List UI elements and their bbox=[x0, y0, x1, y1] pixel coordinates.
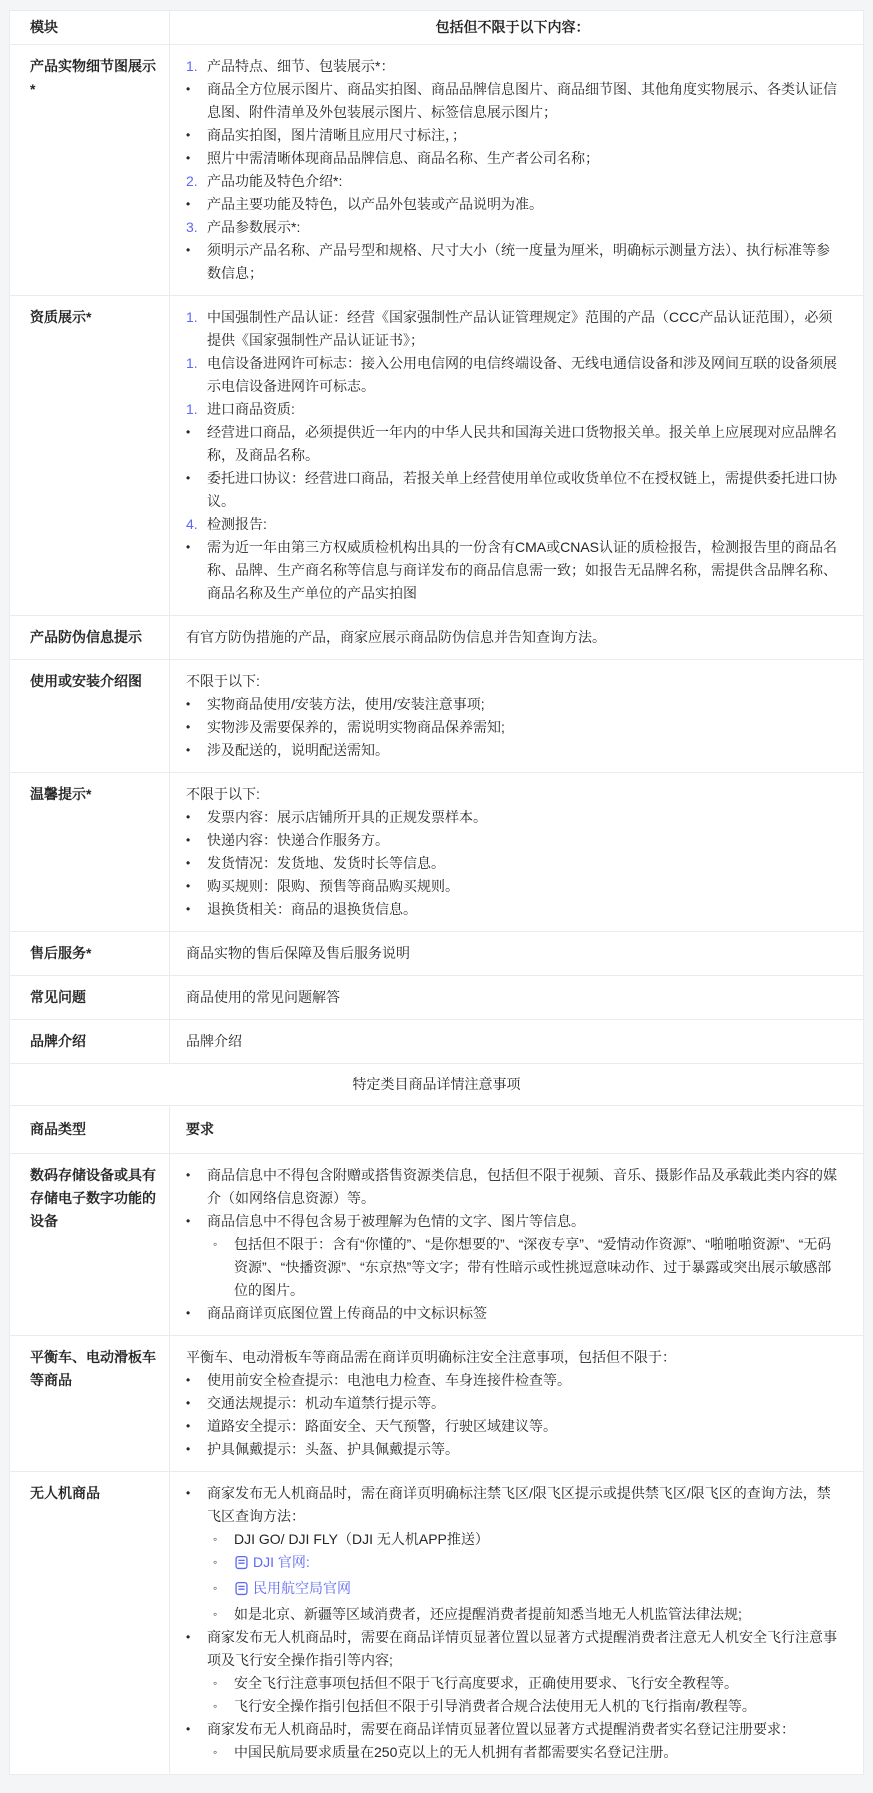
bullet-marker: • bbox=[186, 471, 191, 485]
bullet-marker: • bbox=[186, 151, 191, 165]
table-row bbox=[10, 931, 863, 975]
list-item bbox=[186, 147, 839, 170]
list-item bbox=[186, 1603, 839, 1626]
list-item-text: 实物涉及需要保养的，需说明实物商品保养需知; bbox=[207, 719, 505, 735]
module-cell: 售后服务* bbox=[10, 932, 170, 975]
list-item-text: 委托进口协议：经营进口商品，若报关单上经营使用单位或收货单位不在授权链上，需提供委托进口协议。 bbox=[207, 470, 837, 509]
list-item bbox=[186, 398, 839, 421]
list-item-text: 商品信息中不得包含易于被理解为色情的文字、图片等信息。 bbox=[207, 1213, 585, 1229]
list-item bbox=[186, 1672, 839, 1695]
list-item bbox=[186, 670, 839, 693]
list-item-text: 产品参数展示*: bbox=[207, 219, 301, 235]
list-item-text: 商品全方位展示图片、商品实拍图、商品品牌信息图片、商品细节图、其他角度实物展示、各类认证信息图、附件清单及外包装展示图片、标签信息展示图片； bbox=[207, 81, 837, 120]
list-item-text: 护具佩戴提示：头盔、护具佩戴提示等。 bbox=[207, 1441, 459, 1457]
list-item bbox=[186, 352, 839, 398]
module-cell: 品牌介绍 bbox=[10, 1020, 170, 1063]
module-cell: 产品实物细节图展示* bbox=[10, 45, 170, 295]
list-item-text: 商品信息中不得包含附赠或搭售资源类信息，包括但不限于视频、音乐、摄影作品及承载此类内容的媒介（如网络信息资源）等。 bbox=[207, 1167, 837, 1206]
list-item-text: 退换货相关：商品的退换货信息。 bbox=[207, 901, 417, 917]
list-item bbox=[186, 1741, 839, 1764]
list-item-text: 商品实物的售后保障及售后服务说明 bbox=[186, 945, 410, 961]
sub-bullet-marker: ◦ bbox=[213, 1532, 218, 1546]
list-item-text: 产品特点、细节、包装展示*： bbox=[207, 58, 395, 74]
list-item bbox=[186, 942, 839, 965]
document-link-icon bbox=[234, 1581, 249, 1596]
link-list-item bbox=[186, 1577, 839, 1603]
bullet-marker: • bbox=[186, 1168, 191, 1182]
sub-bullet-marker: ◦ bbox=[213, 1607, 218, 1621]
list-item bbox=[186, 626, 839, 649]
number-marker: 1. bbox=[186, 58, 198, 74]
list-item bbox=[186, 513, 839, 536]
bullet-marker: • bbox=[186, 425, 191, 439]
bullet-marker: • bbox=[186, 1419, 191, 1433]
list-item-text: 中国强制性产品认证：经营《国家强制性产品认证管理规定》范围的产品（CCC产品认证范围），必须提供《国家强制性产品认证证书》； bbox=[207, 309, 833, 348]
content-cell bbox=[170, 932, 863, 975]
table-row bbox=[10, 1471, 863, 1774]
bullet-marker: • bbox=[186, 902, 191, 916]
number-marker: 1. bbox=[186, 401, 198, 417]
list-item bbox=[186, 1346, 839, 1369]
content-cell bbox=[170, 660, 863, 772]
bullet-marker: • bbox=[186, 1486, 191, 1500]
sub-bullet-marker: ◦ bbox=[213, 1745, 218, 1759]
list-item-text: 商品实拍图，图片清晰且应用尺寸标注，； bbox=[207, 127, 466, 143]
list-item-text: 商品使用的常见问题解答 bbox=[186, 989, 340, 1005]
number-marker: 1. bbox=[186, 309, 198, 325]
list-item-text: 照片中需清晰体现商品品牌信息、商品名称、生产者公司名称； bbox=[207, 150, 599, 166]
list-item bbox=[186, 1438, 839, 1461]
list-item-text: 商品商详页底图位置上传商品的中文标识标签 bbox=[207, 1305, 487, 1321]
link-wrapper bbox=[234, 1551, 839, 1577]
list-item bbox=[186, 829, 839, 852]
dji-website-link[interactable] bbox=[234, 1551, 310, 1574]
list-item bbox=[186, 216, 839, 239]
list-item bbox=[186, 170, 839, 193]
list-item bbox=[186, 1528, 839, 1551]
bullet-marker: • bbox=[186, 243, 191, 257]
module-cell: 商品类型 bbox=[10, 1106, 170, 1153]
list-item-text: 涉及配送的，说明配送需知。 bbox=[207, 742, 389, 758]
list-item bbox=[186, 986, 839, 1009]
list-item-text: 道路安全提示：路面安全、天气预警，行驶区域建议等。 bbox=[207, 1418, 557, 1434]
bullet-marker: • bbox=[186, 697, 191, 711]
list-item-text: 需为近一年由第三方权威质检机构出具的一份含有CMA或CNAS认证的质检报告，检测报告里的商品名称、品牌、生产商名称等信息与商详发布的商品信息需一致；如报告无品牌名称，需提供含品牌名称、商品名称及生产单位的产品实拍图 bbox=[207, 539, 838, 601]
list-item bbox=[186, 898, 839, 921]
list-item-text: 不限于以下: bbox=[186, 786, 260, 802]
list-item-text: 要求 bbox=[186, 1121, 214, 1137]
list-item bbox=[186, 1210, 839, 1233]
module-column-header: 模块 bbox=[10, 11, 170, 44]
table-row bbox=[10, 615, 863, 659]
link-list-item bbox=[186, 1551, 839, 1577]
list-item bbox=[186, 806, 839, 829]
list-item bbox=[186, 55, 839, 78]
list-item bbox=[186, 739, 839, 762]
sub-bullet-marker: ◦ bbox=[213, 1581, 218, 1595]
bullet-marker: • bbox=[186, 833, 191, 847]
bullet-marker: • bbox=[186, 1373, 191, 1387]
number-marker: 1. bbox=[186, 355, 198, 371]
bullet-marker: • bbox=[186, 128, 191, 142]
list-item bbox=[186, 1369, 839, 1392]
list-item bbox=[186, 78, 839, 124]
list-item-text: 平衡车、电动滑板车等商品需在商详页明确标注安全注意事项，包括但不限于： bbox=[186, 1349, 676, 1365]
table-row bbox=[10, 1153, 863, 1335]
table-row bbox=[10, 1335, 863, 1471]
list-item-text: 实物商品使用/安装方法，使用/安装注意事项; bbox=[207, 696, 485, 712]
bullet-marker: • bbox=[186, 1442, 191, 1456]
list-item-text: 经营进口商品，必须提供近一年内的中华人民共和国海关进口货物报关单。报关单上应展现对应品牌名称，及商品名称。 bbox=[207, 424, 837, 463]
number-marker: 4. bbox=[186, 516, 198, 532]
list-item bbox=[186, 306, 839, 352]
bullet-marker: • bbox=[186, 743, 191, 757]
content-cell bbox=[170, 616, 863, 659]
content-column-header: 包括但不限于以下内容： bbox=[435, 19, 590, 35]
bullet-marker: • bbox=[186, 1722, 191, 1736]
bullet-marker: • bbox=[186, 810, 191, 824]
list-item bbox=[186, 1030, 839, 1053]
list-item-text: 快递内容：快递合作服务方。 bbox=[207, 832, 389, 848]
document-link-icon bbox=[234, 1555, 249, 1570]
bullet-marker: • bbox=[186, 720, 191, 734]
number-marker: 3. bbox=[186, 219, 198, 235]
list-item bbox=[186, 1415, 839, 1438]
list-item-text: 购买规则：限购、预售等商品购买规则。 bbox=[207, 878, 459, 894]
table-row bbox=[10, 295, 863, 615]
table-row bbox=[10, 44, 863, 295]
list-item-text: 商家发布无人机商品时，需要在商品详情页显著位置以显著方式提醒消费者注意无人机安全飞行注意事项及飞行安全操作指引等内容; bbox=[207, 1629, 837, 1668]
link-label: 民用航空局官网 bbox=[253, 1580, 351, 1596]
table-row bbox=[10, 975, 863, 1019]
bullet-marker: • bbox=[186, 879, 191, 893]
list-item bbox=[186, 852, 839, 875]
list-item-text: 有官方防伪措施的产品，商家应展示商品防伪信息并告知查询方法。 bbox=[186, 629, 606, 645]
bullet-marker: • bbox=[186, 856, 191, 870]
requirements-table bbox=[9, 10, 864, 1775]
list-item-text: 商家发布无人机商品时，需在商详页明确标注禁飞区/限飞区提示或提供禁飞区/限飞区的查询方法，禁飞区查询方法： bbox=[207, 1485, 831, 1524]
list-item bbox=[186, 1118, 839, 1141]
list-item bbox=[186, 193, 839, 216]
list-item bbox=[186, 536, 839, 605]
list-item bbox=[186, 467, 839, 513]
list-item-text: 中国民航局要求质量在250克以上的无人机拥有者都需要实名登记注册。 bbox=[234, 1744, 678, 1760]
module-cell: 数码存储设备或具有存储电子数字功能的设备 bbox=[10, 1154, 170, 1335]
list-item bbox=[186, 716, 839, 739]
list-item bbox=[186, 693, 839, 716]
sub-bullet-marker: ◦ bbox=[213, 1555, 218, 1569]
bullet-marker: • bbox=[186, 540, 191, 554]
sub-bullet-marker: ◦ bbox=[213, 1699, 218, 1713]
bullet-marker: • bbox=[186, 197, 191, 211]
number-marker: 2. bbox=[186, 173, 198, 189]
module-cell: 资质展示* bbox=[10, 296, 170, 615]
list-item bbox=[186, 1626, 839, 1672]
table-row bbox=[10, 659, 863, 772]
list-item-text: 电信设备进网许可标志：接入公用电信网的电信终端设备、无线电通信设备和涉及网间互联的设备须展示电信设备进网许可标志。 bbox=[207, 355, 837, 394]
table-row bbox=[10, 1019, 863, 1063]
module-cell: 使用或安装介绍图 bbox=[10, 660, 170, 772]
content-cell bbox=[170, 1106, 863, 1153]
list-item-text: 须明示产品名称、产品号型和规格、尺寸大小（统一度量为厘米，明确标示测量方法）、执行标准等参数信息； bbox=[207, 242, 830, 281]
caac-website-link[interactable] bbox=[234, 1577, 351, 1600]
bullet-marker: • bbox=[186, 82, 191, 96]
bullet-marker: • bbox=[186, 1630, 191, 1644]
list-item bbox=[186, 1164, 839, 1210]
table-header-row bbox=[10, 11, 863, 44]
content-cell bbox=[170, 773, 863, 931]
list-item-text: 包括但不限于：含有“你懂的”、“是你想要的”、“深夜专享”、“爱情动作资源”、“啪啪啪资源”、“无码资源”、“快播资源”、“东京热”等文字；带有性暗示或性挑逗意味动作、过于暴露或突出展示敏感部位的图片。 bbox=[234, 1236, 832, 1298]
list-item-text: 飞行安全操作指引包括但不限于引导消费者合规合法使用无人机的飞行指南/教程等。 bbox=[234, 1698, 756, 1714]
list-item-text: 如是北京、新疆等区域消费者，还应提醒消费者提前知悉当地无人机监管法律法规; bbox=[234, 1606, 742, 1622]
module-cell: 平衡车、电动滑板车等商品 bbox=[10, 1336, 170, 1471]
content-cell bbox=[170, 1336, 863, 1471]
list-item-text: 发货情况：发货地、发货时长等信息。 bbox=[207, 855, 445, 871]
list-item bbox=[186, 1718, 839, 1741]
list-item-text: 不限于以下: bbox=[186, 673, 260, 689]
sub-bullet-marker: ◦ bbox=[213, 1676, 218, 1690]
module-cell: 产品防伪信息提示 bbox=[10, 616, 170, 659]
list-item-text: DJI GO/ DJI FLY（DJI 无人机APP推送） bbox=[234, 1531, 489, 1547]
list-item-text: 进口商品资质: bbox=[207, 401, 295, 417]
section-title: 特定类目商品详情注意事项 bbox=[352, 1076, 521, 1092]
content-cell bbox=[170, 976, 863, 1019]
module-cell: 温馨提示* bbox=[10, 773, 170, 931]
content-cell bbox=[170, 1472, 863, 1774]
module-cell: 无人机商品 bbox=[10, 1472, 170, 1774]
link-label: DJI 官网: bbox=[253, 1554, 310, 1570]
list-item-text: 安全飞行注意事项包括但不限于飞行高度要求，正确使用要求、飞行安全教程等。 bbox=[234, 1675, 738, 1691]
list-item bbox=[186, 1302, 839, 1325]
list-item-text: 商家发布无人机商品时，需要在商品详情页显著位置以显著方式提醒消费者实名登记注册要求： bbox=[207, 1721, 795, 1737]
content-cell bbox=[170, 1020, 863, 1063]
list-item bbox=[186, 875, 839, 898]
list-item-text: 发票内容：展示店铺所开具的正规发票样本。 bbox=[207, 809, 487, 825]
list-item-text: 产品主要功能及特色，以产品外包装或产品说明为准。 bbox=[207, 196, 543, 212]
list-item-text: 品牌介绍 bbox=[186, 1033, 242, 1049]
bullet-marker: • bbox=[186, 1214, 191, 1228]
list-item bbox=[186, 1482, 839, 1528]
sub-bullet-marker: ◦ bbox=[213, 1237, 218, 1251]
sub-header-row bbox=[10, 1105, 863, 1153]
list-item-text: 使用前安全检查提示：电池电力检查、车身连接件检查等。 bbox=[207, 1372, 571, 1388]
list-item-text: 交通法规提示：机动车道禁行提示等。 bbox=[207, 1395, 445, 1411]
link-wrapper bbox=[234, 1577, 839, 1603]
list-item bbox=[186, 239, 839, 285]
content-cell bbox=[170, 45, 863, 295]
list-item bbox=[186, 1392, 839, 1415]
section-divider-row bbox=[10, 1063, 863, 1105]
list-item-text: 产品功能及特色介绍*: bbox=[207, 173, 343, 189]
list-item bbox=[186, 783, 839, 806]
module-cell: 常见问题 bbox=[10, 976, 170, 1019]
list-item bbox=[186, 1233, 839, 1302]
list-item bbox=[186, 421, 839, 467]
content-cell bbox=[170, 1154, 863, 1335]
content-cell bbox=[170, 296, 863, 615]
list-item bbox=[186, 124, 839, 147]
table-row bbox=[10, 772, 863, 931]
bullet-marker: • bbox=[186, 1396, 191, 1410]
list-item-text: 检测报告: bbox=[207, 516, 267, 532]
list-item bbox=[186, 1695, 839, 1718]
bullet-marker: • bbox=[186, 1306, 191, 1320]
